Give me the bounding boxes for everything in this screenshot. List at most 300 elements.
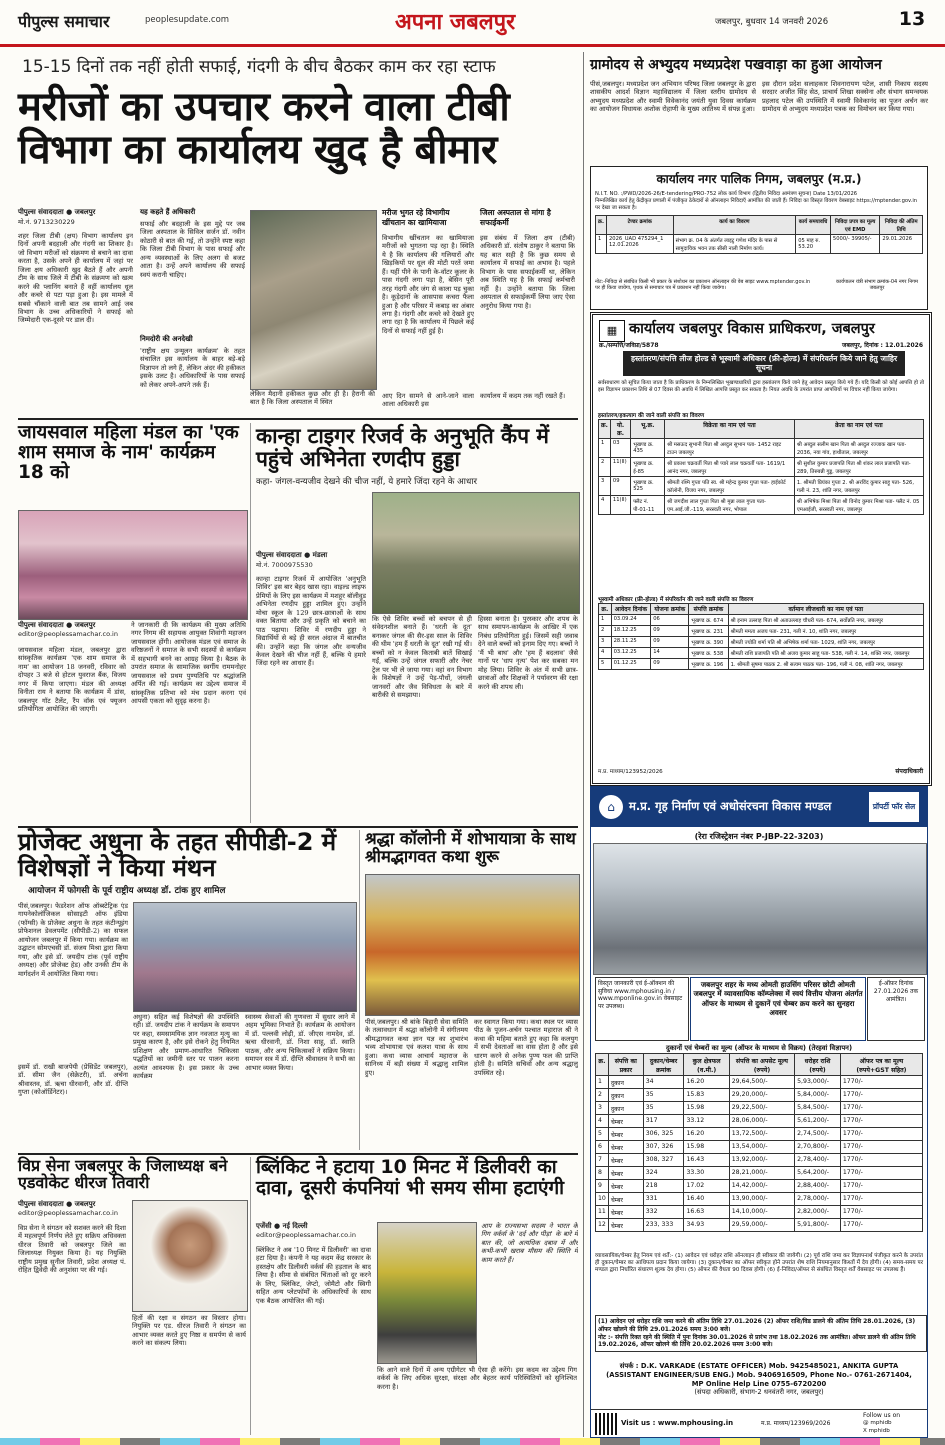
table-header-cell: आवेदन दिनांक xyxy=(611,604,651,615)
story1-col2b: 'राष्ट्रीय क्षय उन्मूलन कार्यक्रम' के तहत संचालित इस कार्यालय के बाहर बड़े-बड़े विज्ञापन तो लगे हैं, लेकिन अंदर की हकीकत इसके उलट है। अधिकारियों के पास सफाई को लेकर अपने-अपने तर्क हैं। xyxy=(140,347,245,389)
table-cell: 16.43 xyxy=(684,1154,729,1167)
table-cell: श्री जगदीश लाल गुप्ता पिता श्री मुन्ना लाल गुप्ता पता- एम.आई.जी.-119, सरस्वती नगर, भोपाल xyxy=(665,496,795,515)
table-header-cell: कार्य समयावधि xyxy=(796,216,831,235)
table-cell: 34.93 xyxy=(684,1219,729,1232)
table-cell: 4 xyxy=(599,496,611,515)
brand-logo: पीपुल्स समाचार xyxy=(18,12,110,31)
table-cell: 1770/- xyxy=(840,1154,922,1167)
ad-title: कार्यालय नगर पालिक निगम, जबलपुर (म.प्र.) xyxy=(656,172,862,186)
table-row xyxy=(596,1076,923,1089)
table-row xyxy=(596,1089,923,1102)
ad-footer-left: म.प्र. माध्यम/123952/2026 xyxy=(598,769,663,775)
table-cell: 09 xyxy=(610,477,630,496)
table-cell: 5,84,000/- xyxy=(795,1089,841,1102)
jda-table1 xyxy=(598,419,924,515)
table-cell: 35 xyxy=(643,1102,684,1115)
table-cell: 5000/- 39905/- xyxy=(830,235,879,254)
story6-byline xyxy=(18,1200,128,1217)
story8-col2: इस दौरान प्रदेश सलाहकार शिवनारायण पटेल, शासी निकाय सदस्य सरदार अजीत सिंह सेठ, प्राचार्य शिखा सक्सेना और संभाग समन्वयक प्रहलाद पटेल की उपस्थिति में स्वामी विवेकानंद का पूजन अर्चन कर ग्रामोदय से अभ्युदय मध्यप्रदेश पत्रक का विमोचन कर किया गया। xyxy=(762,80,928,114)
story7-headline: ब्लिंकिट ने हटाया 10 मिनट में डिलीवरी का दावा, दूसरी कंपनियां भी समय सीमा हटाएंगी xyxy=(256,1156,565,1199)
table-cell: 03 xyxy=(610,439,630,458)
table-cell: 306, 325 xyxy=(643,1128,684,1141)
table-cell: 1770/- xyxy=(840,1193,922,1206)
visit-link[interactable]: Visit us : www.mphousing.in xyxy=(621,1419,734,1427)
story4-col2: अधुना) सहित कई विशेषज्ञों की उपस्थिति रही। डॉ. जयदीप टांक ने कार्यक्रम के समापन पर कहा, समसामयिक ज्ञान नवजात मृत्यु का प्रमुख कारण है, और इसे रोकने हेतु नियमित प्रशिक्षण और प्रमाण-आधारित चिकित्सा पद्धतियों का जमीनी स्तर पर पालन करना अत्यंत आवश्यक है। इस प्रकार के उच्च कार्यक्रम xyxy=(133,1013,239,1081)
table-cell: 331 xyxy=(643,1193,684,1206)
ad-code: म.प्र. माध्यम/123969/2026 xyxy=(761,1420,831,1427)
table-cell: 13,54,000/- xyxy=(729,1141,794,1154)
table-cell: 1770/- xyxy=(840,1128,922,1141)
table-row xyxy=(596,1167,923,1180)
table-cell: 4 xyxy=(596,1115,609,1128)
table-cell: 09 xyxy=(651,659,689,670)
nigam-table xyxy=(595,215,923,254)
housing-center: जबलपुर शहर के मध्य ओमती हाउसिंग परिसर छोटी ओमती जबलपुर में व्यावसायिक कॉम्प्लेक्स में स्वयं वित्तीय योजना अंतर्गत ऑफर के माध्यम से दुकानें एवं चेम्बर क्रय करने का सुनहरा अवसर xyxy=(690,977,866,1041)
byline-text: पीपुल्स संवाददाता ● जबलपुर xyxy=(18,621,96,629)
table-cell: 2,74,500/- xyxy=(795,1128,841,1141)
table-cell: 3 xyxy=(596,1102,609,1115)
housing-table-title: दुकानों एवं चेम्बरों का मूल्य (ऑफर के माध्यम से विक्रय) (तेरहवां विज्ञापन) xyxy=(665,1044,853,1052)
table-cell: 4 xyxy=(599,648,612,659)
table-cell: 1770/- xyxy=(840,1180,922,1193)
table-cell: 14,42,000/- xyxy=(729,1180,794,1193)
table-cell: 28.11.25 xyxy=(611,637,651,648)
table-cell: 2 xyxy=(599,458,611,477)
table-row xyxy=(599,496,924,515)
housing-right-box: ई-ऑफ़र दिनांक 27.01.2026 तक आमंत्रित। xyxy=(867,977,925,1041)
story3-col1: कान्हा टाइगर रिजर्व में आयोजित 'अनुभूति शिविर' इस बार बेहद खास रहा। वाइल्ड लाइफ प्रेमियों के लिए इस कार्यक्रम में मशहूर बॉलीवुड अभिनेता रणदीप हुड्डा शामिल हुए। उन्होंने मोचा स्कूल के 129 छात्र-छात्राओं के साथ वक्त बिताया और उन्हें प्रकृति को बचाने का पाठ पढ़ाया। शिविर में रणदीप हुड्डा ने विद्यार्थियों से बड़े ही सरल अंदाज में बातचीत की। उन्होंने कहा कि जंगल और वन्यजीव केवल देखने की चीज नहीं हैं, बल्कि ये हमारे जिंदा रहने का आधार हैं। xyxy=(256,575,366,668)
table-cell: 15.83 xyxy=(684,1089,729,1102)
table-cell: 218 xyxy=(643,1180,684,1193)
divider xyxy=(18,418,578,420)
contact-line1: संपर्क : D.K. VARKADE (ESTATE OFFICER) Mob. 9425485021, ANKITA GUPTA xyxy=(619,1362,899,1370)
table2-title: भूस्वामी अधिकार (फ्री-होल्ड) में संपरिवर्तन की जाने वाली संपत्ति का विवरण xyxy=(598,597,754,603)
story1-sub2: निमदोरी की अनदेखी xyxy=(140,335,193,343)
divider xyxy=(18,1153,578,1155)
qr-icon xyxy=(595,1413,617,1435)
table-row xyxy=(596,1219,923,1232)
table-cell: 17.02 xyxy=(684,1180,729,1193)
table-cell: 5 xyxy=(596,1128,609,1141)
table-header-cell: दुकान/चेम्बर क्रमांक xyxy=(643,1054,684,1076)
website-link[interactable]: peoplesupdate.com xyxy=(145,15,230,25)
byline-phone: मो.नं. 9713230229 xyxy=(18,218,75,226)
table-cell: 18.12.25 xyxy=(611,626,651,637)
sale-badge: प्रॉपर्टी फॉर सेल xyxy=(869,792,919,822)
table-cell: भूखण्ड क्र. 435 xyxy=(631,439,665,458)
table-cell: भूखण्ड क्र. 674 xyxy=(689,615,728,626)
table-cell: श्री अभिषेक मिश्रा पिता श्री विनोद कुमार मिश्रा पता- फ्लैट नं. 05 एमआईजी, सरस्वती नगर, जबलपुर xyxy=(794,496,923,515)
table-header-cell: निविदा की अंतिम तिथि xyxy=(880,216,923,235)
table-row xyxy=(596,1154,923,1167)
table-cell: 13,90,000/- xyxy=(729,1193,794,1206)
table-cell: दुकान xyxy=(608,1102,643,1115)
table-cell: 5,93,000/- xyxy=(795,1076,841,1089)
table-cell: 324 xyxy=(643,1167,684,1180)
table-cell: 35 xyxy=(643,1089,684,1102)
table-cell: चेम्बर xyxy=(608,1219,643,1232)
table-cell: 9 xyxy=(596,1180,609,1193)
table-cell: चेम्बर xyxy=(608,1141,643,1154)
table-cell: चेम्बर xyxy=(608,1193,643,1206)
table-cell: 29,59,000/- xyxy=(729,1219,794,1232)
table-cell: 29,20,000/- xyxy=(729,1089,794,1102)
housing-left-box: विस्तृत जानकारी एवं ई-ऑक्शन की सुविधा www.mphousing.in / www.mponline.gov.in वेबसाइट पर उपलब्ध। xyxy=(595,977,689,1041)
table-cell: 6 xyxy=(596,1141,609,1154)
housing-logo-icon: ⌂ xyxy=(599,795,623,819)
story1-kicker: 15-15 दिनों तक नहीं होती सफाई, गंदगी के बीच बैठकर काम कर रहा स्टाफ xyxy=(22,57,496,77)
table-row xyxy=(599,439,924,458)
table-header-cell: संपत्ति का अपसेट मूल्य (रुपये) xyxy=(729,1054,794,1076)
table-cell: श्री प्रकाश चक्रवर्ती पिता श्री प्यारे लाल चक्रवर्ती पता- 1619/1 आनंद नगर, जबलपुर xyxy=(665,458,795,477)
table-cell: श्री अब्दुल सलीम खान पिता श्री अब्दुल रज्जाक खान पता- 2036, नया गांव, हाथीताल, जबलपुर xyxy=(794,439,923,458)
table-cell: 5,91,800/- xyxy=(795,1219,841,1232)
table-header-cell: क्र. xyxy=(599,420,611,439)
housing-footer xyxy=(591,1409,927,1438)
follow-label: Follow us on xyxy=(863,1412,901,1419)
ad-ref: क्र./सम्पत्ति/जविप्रा/5878 xyxy=(599,342,659,349)
ad-ref: N.I.T. NO. :/PWD/2026-26/E-tendering/PRO-752 लोक कार्य विभाग (द्वितीय निविदा आमंत्रण सूचना) Date 13/01/2026 xyxy=(595,191,858,197)
story3-photo-randeep xyxy=(372,492,580,614)
table-cell: 1 xyxy=(596,1076,609,1089)
table-row xyxy=(599,637,924,648)
table-header-cell: कार्य का विवरण xyxy=(673,216,796,235)
story3-headline: कान्हा टाइगर रिजर्व के अनुभूति कैंप में पहुंचे अभिनेता रणदीप हुड्डा xyxy=(256,424,549,471)
table-cell: दुकान xyxy=(608,1076,643,1089)
table-cell: 06 xyxy=(651,615,689,626)
story4-col3: स्वास्थ्य सेवाओं की गुणवत्ता में सुधार लाने में अहम भूमिका निभाते हैं। कार्यक्रम के आयोजन में डॉ. पल्लवी लोढ़ी, डॉ. जीएस नामदेव, डॉ. ऋचा धीरवानी, डॉ. निशा साहू, डॉ. स्वाति पाठक, और अन्य चिकित्सकों ने सक्रिय किया। समापन सत्र में डॉ. दीप्ति श्रीवास्तव ने सभी का आभार व्यक्त किया। xyxy=(245,1013,355,1072)
table-cell: चेम्बर xyxy=(608,1128,643,1141)
table-cell: 2,78,000/- xyxy=(795,1193,841,1206)
story7-col2: आप के राज्यसभा सदस्य ने भारत के गिग वर्कर्स के 'दर्द और पीड़ा' के बारे में बात की, जो अत्यधिक दबाव में और कभी-कभी खराब मौसम की स्थिति में काम करते हैं। xyxy=(481,1222,578,1264)
table-cell: श्रीमती रश्मि गुप्ता पति स्व. श्री महेन्द्र कुमार गुप्ता पता- हाईकोर्ट कॉलोनी, विजय नगर, जबलपुर xyxy=(665,477,795,496)
table-header-cell: संपत्ति का प्रकार xyxy=(608,1054,643,1076)
table-cell: 13,92,000/- xyxy=(729,1154,794,1167)
table-cell: भूखण्ड क्र. 390 xyxy=(689,637,728,648)
story1-sub1: यह कहते हैं अधिकारी xyxy=(140,208,196,216)
table-cell: 2,70,800/- xyxy=(795,1141,841,1154)
table-row xyxy=(596,235,923,254)
story4-col1: पीसं,जबलपुर। फेडरेशन ऑफ ऑब्स्टेट्रिक एंड गायनेकोलॉजिकल सोसाइटी ऑफ इंडिया (फॉग्सी) के प्रोजेक्ट अधुना के तहत कंटीन्यूइंग प्रोफेशनल डेवलपमेंट (सीपीडी-2) का सफल आयोजन जबलपुर में किया गया। कार्यक्रम का उद्घाटन सोमएचसी डॉ. संजय मिश्रा द्वारा किया गया, और इसे डॉ. जयदीप टांक (पूर्व राष्ट्रीय अध्यक्ष) और प्रोजेक्ट हेड) और उनकी टीम के मार्गदर्शन में आयोजित किया गया। xyxy=(18,902,128,978)
table-cell: भूखण्ड क्र. ई-85 xyxy=(631,458,665,477)
ad-intro: सर्वसाधारण को सूचित किया जाता है कि प्राधिकरण के निम्नलिखित भूखण्डधारियों द्वारा हस्तांतरण किये जाने हेतु आवेदन प्रस्तुत किये गये हैं। यदि किसी को कोई आपत्ति हो तो इस विज्ञापन प्रकाशन तिथि से 07 दिवस की अवधि में लिखित आपत्ति प्रस्तुत कर सकता है। नियत अवधि के उपरांत प्राप्त आपत्तियों पर विचार नहीं किया जायेगा। xyxy=(598,380,924,393)
table-cell: 1770/- xyxy=(840,1089,922,1102)
rera-number: (रेरा रजिस्ट्रेशन नंबर P-JBP-22-3203) xyxy=(694,832,824,841)
table-row xyxy=(599,626,924,637)
ad-footer-right: संपदाधिकारी xyxy=(895,768,923,775)
divider xyxy=(359,830,360,1150)
table-cell: 1770/- xyxy=(840,1115,922,1128)
housing-dates1: (1) आवेदन एवं धरोहर राशि जमा करने की अंतिम तिथि 27.01.2026 (2) ऑफर राशि/विड डालने की अंतिम तिथि 28.01.2026, (3) ऑफर खोलने की तिथि 29.01.2026 समय 3:00 बजे। xyxy=(598,1318,916,1333)
table-cell: 5,84,500/- xyxy=(795,1102,841,1115)
story2-photo-group xyxy=(18,510,248,620)
story1-sub4: जिला अस्पताल से मांगा है सफाईकर्मी xyxy=(480,208,551,227)
table-cell: 11(II) xyxy=(610,458,630,477)
table-cell: 16.40 xyxy=(684,1193,729,1206)
byline-text: एजेंसी ● नई दिल्ली xyxy=(256,1222,308,1230)
table-cell: 7 xyxy=(596,1154,609,1167)
table-row xyxy=(599,477,924,496)
table-row xyxy=(599,659,924,670)
table-cell: 15.98 xyxy=(684,1141,729,1154)
byline-email: editor@peoplessamachar.co.in xyxy=(256,1231,356,1239)
ad-intro: निम्नलिखित कार्य हेतु केंद्रीकृत प्रणाली में पंजीकृत ठेकेदारों से ऑनलाइन निविदाएँ आमंत्रित की जाती हैं। निविदा का विस्तृत विवरण वेबसाइट https://mptender.gov.in पर देखा जा सकता है। xyxy=(595,198,918,211)
table-header-cell: क्रेता का नाम एवं पता xyxy=(794,420,923,439)
masthead xyxy=(0,0,945,47)
table-cell: 03.09.24 xyxy=(611,615,651,626)
table-cell: 1 xyxy=(599,615,612,626)
table-cell: 5,64,200/- xyxy=(795,1167,841,1180)
table-header-cell: कुल क्षेत्रफल (व.मी.) xyxy=(684,1054,729,1076)
table-cell: 29.01.2026 xyxy=(880,235,923,254)
table-cell: 14,10,000/- xyxy=(729,1206,794,1219)
contact-sign: (संपदा अधिकारी, संभाग-2 धनवंतरी नगर, जबलपुर) xyxy=(694,1388,824,1397)
table-cell: 1770/- xyxy=(840,1076,922,1089)
page-number: 13 xyxy=(898,8,926,30)
section-title: अपना जबलपुर xyxy=(395,10,516,35)
table-cell: 3 xyxy=(599,637,612,648)
table-header-cell: क्र. xyxy=(596,1054,609,1076)
ad-title: म.प्र. गृह निर्माण एवं अधोसंरचना विकास मण्डल xyxy=(629,799,832,813)
table-header-cell: ऑफर पत्र का मूल्य (रुपये+GST सहित) xyxy=(840,1054,922,1076)
jda-logo-icon: ▦ xyxy=(599,320,625,342)
table-cell: 10 xyxy=(596,1193,609,1206)
table-cell: श्रीमती ममता अजय पता- 231, गली नं. 10, शांति नगर, जबलपुर xyxy=(728,626,923,637)
table1-title: हस्तांतरण/हकत्याग की जाने वाली संपत्ति का विवरण xyxy=(598,413,705,419)
housing-contact xyxy=(595,1362,923,1397)
table-cell: 28,06,000/- xyxy=(729,1115,794,1128)
social-handle-2[interactable]: X mphidb xyxy=(863,1428,890,1434)
story3-col3: हिस्सा बनाता है। पुरस्कार और शपथ के साथ समापन-कार्यक्रम के आखिर में एक निबंध प्रतियोगिता हुई। जिसमें सही जवाब देने वाले बच्चों को इनाम दिए गए। बच्चों ने 'मैं भी बाघ' और 'हम हैं बदलाव' जैसे गानों पर 'धाप नृत्य' पेश कर सबका मन मोह लिया। शिविर के अंत में सभी छात्र-छात्राओं और शिक्षकों ने पर्यावरण की रक्षा करने की शपथ ली। xyxy=(478,615,578,691)
table-header-cell: क्र. xyxy=(596,216,607,235)
story6-photo-portrait xyxy=(132,1200,248,1312)
divider xyxy=(583,52,584,1437)
table-cell: 28,21,000/- xyxy=(729,1167,794,1180)
table-cell: दुकान xyxy=(608,1089,643,1102)
story1-headline: मरीजों का उपचार करने वाला टीबी विभाग का कार्यालय खुद है बीमार xyxy=(18,84,510,174)
table-cell: 03.12.25 xyxy=(611,648,651,659)
table-header-cell: टेण्डर क्रमांक xyxy=(606,216,673,235)
story5-headline: श्रद्धा कॉलोनी में शोभायात्रा के साथ श्रीमद्भागवत कथा शुरू xyxy=(365,829,576,866)
divider xyxy=(250,1157,251,1435)
story1-sub3: मरीज भुगत रहे विभागीय खींचतान का खामियाजा xyxy=(382,208,450,227)
table-cell: 2026_UAD 475294_1 12.01.2026 xyxy=(606,235,673,254)
story8-col1: पीसं,जबलपुर। मध्यप्रदेश जन अभियान परिषद जिला जबलपुर के द्वारा शासकीय आदर्श विज्ञान महाविद्यालय में जिला स्तरीय ग्रामोदय से अभ्युदय मध्यप्रदेश और स्वामी विवेकानंद जयंती युवा दिवस कार्यक्रम का आयोजन विधायक अशोक रोहाणी के मुख्य आतिथ्य में संपन्न हुआ। xyxy=(590,80,756,114)
story7-col2b: कि आने वाले दिनों में अन्य एग्रीगेटर भी ऐसा ही करेंगे। इस कदम का उद्देश्य गिग वर्कर्स के लिए अधिक सुरक्षा, संरक्षा और बेहतर कार्य परिस्थितियों को सुनिश्चित करना है। xyxy=(377,1366,577,1391)
byline-text: पीपुल्स संवाददाता ● जबलपुर xyxy=(18,208,96,216)
table-cell: भूखण्ड क्र. 231 xyxy=(689,626,728,637)
ad-footer: नोट:-निविदा से संबंधित किसी भी प्रकार के संशोधन का प्रकाशन ऑनलाइन की वेब साइट www.mptender.gov.in पर ही किया जायेगा, पृथक से समाचार पत्र में प्रकाशन नहीं किया जायेगा। xyxy=(595,279,811,292)
table-cell: 01.12.25 xyxy=(611,659,651,670)
story1-col3: विभागीय खींचतान का खामियाजा मरीजों को भुगतना पड़ रहा है। स्थिति ये है कि कार्यालय की गलियारों और खिड़कियों पर धूल की मोटी परतें जमा हैं। यहीं पीने के पानी के-वॉटर कूलर के पास गंदगी लगा पड़ा है, बेसिन पूरी तरह गंदगी और जंग से काला पड़ चुका है। कूड़ेदानों के आसपास कचरा फैला हुआ है और परिसर में कबाड़ का अंबार लगा है। गंदगी और कचरे को देखते हुए लगा रहा है कि कार्यालय में पिछले कई दिनों से सफाई नहीं हुई है। xyxy=(382,234,474,335)
table-row xyxy=(599,615,924,626)
table-cell: 16.20 xyxy=(684,1128,729,1141)
story6-headline: विप्र सेना जबलपुर के जिलाध्यक्ष बने एडवोकेट धीरज तिवारी xyxy=(18,1156,228,1193)
table-cell: भूखण्ड क्र. 196 xyxy=(689,659,728,670)
table-cell: 33.12 xyxy=(684,1115,729,1128)
table-cell: 11 xyxy=(596,1206,609,1219)
story2-headline: जायसवाल महिला मंडल का 'एक शाम समाज के नाम' कार्यक्रम 18 को xyxy=(18,422,239,483)
table-row xyxy=(596,1128,923,1141)
contact-line2: (ASSISTANT ENGINEER/SUB ENG.) Mob. 9406916509, Phone No.- 0761-2671404, xyxy=(606,1370,912,1379)
table-cell: 1770/- xyxy=(840,1206,922,1219)
table-header-cell: भू.क्र. xyxy=(631,420,665,439)
table-cell: 11(II) xyxy=(610,496,630,515)
story5-col1: पीसं,जबलपुर। श्री बांके बिहारी सेवा समिति के तत्वावधान में श्रद्धा कॉलोनी में संगीतमय श्रीमद्भागवत कथा ज्ञान यज्ञ का शुभारंभ भव्य शोभायात्रा एवं कलश यात्रा के साथ हुआ। कथा व्यास आचार्य महाराज के सानिध्य में बड़ी संख्या में श्रद्धालु शामिल हुए। xyxy=(365,1018,468,1077)
table-cell: 13,72,500/- xyxy=(729,1128,794,1141)
byline-text: पीपुल्स संवाददाता ● मंडला xyxy=(256,551,328,559)
contact-line3: MP Online Help Line 0755-6720200 xyxy=(691,1379,827,1388)
story1-col1: शहर जिला टीबी (क्षय) विभाग कार्यालय इन दिनों अपनी बदहाली और गंदगी का शिकार है। जो विभाग मरीजों को संक्रमण से बचाने का दावा करता है, उसके अपने ही कार्यालय में जहां पर जिला क्षय अधिकारी खुद बैठते हैं और अपनी टीम के साथ जिले में टीबी के संक्रमण को खत्म करने की प्लानिंग बनाते हैं वहीं कार्यालय धूल और कचरे से पटा पड़ा हुआ है। इस मामले में सबसे चौंकाने वाली बात तब सामने आई जब विभाग के उच्च अधिकारियों ने सफाई को जिम्मेदारी एक-दूसरे पर डाल दी। xyxy=(18,232,133,325)
table-cell: 3 xyxy=(599,477,611,496)
table-cell: 5,61,200/- xyxy=(795,1115,841,1128)
issue-date: जबलपुर, बुधवार 14 जनवरी 2026 xyxy=(715,17,829,27)
table-cell: 15.98 xyxy=(684,1102,729,1115)
table-cell: 1 xyxy=(596,235,607,254)
table-cell: 233, 333 xyxy=(643,1219,684,1232)
story4-headline: प्रोजेक्ट अधुना के तहत सीपीडी-2 में विशेषज्ञों ने किया मंथन xyxy=(18,828,337,882)
table-header-cell: संपत्ति क्रमांक xyxy=(689,604,728,615)
ad-title: कार्यालय जबलपुर विकास प्राधिकरण, जबलपुर xyxy=(629,321,875,337)
registration-strip xyxy=(0,1438,945,1445)
housing-dates2: नोट :- संपत्ति रिक्त रहने की स्थिति में पुनः दिनांक 30.01.2026 से प्रारंभ तथा 18.02.2026 तक आमंत्रित। ऑफर डालने की अंतिम तिथि 19.02.2026, ऑफर खोलने की तिथि 20.02.2026 समय 3:00 बजे। xyxy=(598,1333,916,1349)
housing-dates xyxy=(595,1315,927,1352)
story6-col1: विप्र सेना ने संगठन को सशक्त करने की दिशा में महत्वपूर्ण निर्णय लेते हुए सक्रिय अधिवक्ता धीरज तिवारी को जबलपुर जिले का जिलाध्यक्ष नियुक्त किया है। यह नियुक्ति राष्ट्रीय प्रमुख सुनील तिवारी, प्रदेश अध्यक्ष पं. रोहित द्विवेदी की अनुशंसा पर की गई। xyxy=(18,1224,126,1275)
ad-jda xyxy=(590,312,932,786)
table-cell: 2,78,400/- xyxy=(795,1154,841,1167)
story1-col4b: कार्यालय में कदम तक नहीं रखते हैं। xyxy=(480,392,566,400)
table-cell: श्री इनाम उल्लाह पिता श्री अताउल्लाह चौधरी पता- 674, सर्वोन्नति नगर, जबलपुर xyxy=(728,615,923,626)
ad-nagar-nigam xyxy=(590,166,928,310)
table-cell: 33.30 xyxy=(684,1167,729,1180)
table-row xyxy=(596,1115,923,1128)
table-cell: श्री मसऊद सुभानी पिता श्री अब्दुल सुभान पता- 1452 राइट टाउन जबलपुर xyxy=(665,439,795,458)
story8-headline: ग्रामोदय से अभ्युदय मध्यप्रदेश पखवाड़ा का हुआ आयोजन xyxy=(590,57,882,73)
byline-email: editor@peoplessamachar.co.in xyxy=(18,1209,118,1217)
table-cell: 1770/- xyxy=(840,1167,922,1180)
byline-text: पीपुल्स संवाददाता ● जबलपुर xyxy=(18,1200,96,1208)
table-cell: श्रीमती ज्योति शर्मा पति श्री अभिषेक शर्मा पता- 1029, शांति नगर, जबलपुर xyxy=(728,637,923,648)
story1-col3b: आए दिन सामने से आने-जाने वाला आला अधिकारी इस xyxy=(382,392,474,409)
table-cell: 14 xyxy=(651,648,689,659)
jda-banner: हस्तांतरण/संपत्ति लीज होल्ड से भूस्वामी अधिकार (फ्री-होल्ड) में संपरिवर्तन किये जाने हेतु जाहिर सूचना xyxy=(623,351,905,376)
table-cell: 34 xyxy=(643,1076,684,1089)
story1-photo-basin xyxy=(250,210,377,390)
table-header-cell: योजना क्रमांक xyxy=(651,604,689,615)
ad-date: जबलपुर, दिनांक : 12.01.2026 xyxy=(842,342,923,349)
table-cell: 1. श्रीमती प्रियंका गुप्ता 2. श्री अरविंद कुमार साहू पता- 526, गली नं. 23, शांति नगर, जबलपुर xyxy=(794,477,923,496)
table-row xyxy=(599,458,924,477)
table-row xyxy=(596,1206,923,1219)
story5-col2: कर स्वागत किया गया। कथा स्थल पर व्यास पीठ के पूजन-अर्चन पश्चात महाराज श्री ने कथा की महिमा बताते हुए कहा कि कलयुग में सभी देवताओं का वास होता है और इसे धारण करने से अनेक पुण्य फल की प्राप्ति होती है। समिति सचिवों और अन्य श्रद्धालु उपस्थित रहे। xyxy=(474,1018,578,1077)
table-cell: 2,88,400/- xyxy=(795,1180,841,1193)
story3-col2: कि ऐसे शिविर बच्चों को बचपन से ही संवेदनशील बनाते हैं। 'धरती के दूत' बनाकर जंगल की सैर-इस साल के शिविर की थीम 'हम हैं धरती के दूत' रखी गई थी। बच्चों को न केवल किताबी बातें सिखाई गईं, बल्कि उन्हें जंगल सफारी और नेचर ट्रेल पर भी ले जाया गया। वहां वन विभाग के विशेषज्ञों ने उन्हें पेड़-पौधों, जंगली जानवरों और जैव विविधता के बारे में बारीकी से समझाया। xyxy=(372,615,472,699)
ad-housing xyxy=(590,786,928,1438)
table-row xyxy=(596,1180,923,1193)
table-row xyxy=(596,1102,923,1115)
story3-byline xyxy=(256,551,366,569)
table-cell: 1770/- xyxy=(840,1102,922,1115)
jda-table2 xyxy=(598,603,924,670)
table-cell: 29,64,500/- xyxy=(729,1076,794,1089)
table-cell: 1770/- xyxy=(840,1219,922,1232)
story4-deck: आयोजन में फोगसी के पूर्व राष्ट्रीय अध्यक्ष डॉ. टांक हुए शामिल xyxy=(28,886,226,896)
table-cell: 29,22,500/- xyxy=(729,1102,794,1115)
social-handle-1[interactable]: @ mphidb xyxy=(863,1420,892,1426)
table-row xyxy=(596,1193,923,1206)
story1-col4: इस संबंध में जिला क्षय (टीबी) अधिकारी डॉ. संतोष ठाकुर ने बताया कि यह बात सही है कि कुछ समय से कार्यालय में सफाई का अभाव है। पहले विभाग के पास सफाईकर्मी था, लेकिन अब स्थिति यह है कि सफाई कर्मचारी नहीं है। उन्होंने बताया कि जिला अस्पताल से सफाईकर्मी लिया जाए ऐसा अनुरोध किया गया है। xyxy=(480,234,575,310)
housing-table xyxy=(595,1053,923,1232)
story7-photo-rider xyxy=(377,1222,477,1364)
housing-terms: व्यावसायिक/चेम्बर हेतु नियम एवं शर्तें:- (1) आवेदन एवं धरोहर राशि ऑनलाइन ही स्वीकार की जायेगी। (2) पूर्व राशि जमा कर विज्ञापनार्थ पंजीकृत करने के उपरांत ही दुकान/चेम्बर का आधिपत्य प्रदान किया जायेगा। (3) दुकान/चेम्बर का ऑफर स्वीकृत होने उपरांत शेष राशि नियमानुसार किश्तों में देय होगी। (4) समय-समय पर मण्डल द्वारा निर्धारित संधारण शुल्क देय होगा। (5) ऑफर की वैधता 90 दिवस होगी। (6) ई-निविदा/ऑफर से संबंधित विस्तृत शर्तें वेबसाइट पर उपलब्ध हैं। xyxy=(595,1253,923,1273)
table-cell: 16.63 xyxy=(684,1206,729,1219)
table-header-cell: धरोहर राशि (रुपये) xyxy=(795,1054,841,1076)
table-row xyxy=(599,648,924,659)
table-cell: 308, 327 xyxy=(643,1154,684,1167)
story4-photo-doctors xyxy=(133,902,357,1012)
table-cell: 1. श्रीमती सुषमा पाठक 2. श्री सत्यम पाठक पता- 196, गली नं. 08, शांति नगर, जबलपुर xyxy=(728,659,923,670)
table-cell: फ्लैट नं. पी-01-11 xyxy=(631,496,665,515)
table-header-cell: विक्रेता का नाम एवं पता xyxy=(665,420,795,439)
story2-col2: ने जानकारी दी कि कार्यक्रम की मुख्य अतिथि नगर निगम की सहायक आयुक्त शिवांगी महाजन जायसवाल होंगी। आयोजक मंडल एवं समाज के वरिष्ठजनों ने समाज के सभी सदस्यों से कार्यक्रम में सहभागी बनने का आग्रह किया है। बैठक के उपरांत समाज के सामाजिक स्वर्गीय राममनोहर जायसवाल को प्रथम पुण्यतिथि पर श्रद्धांजलि अर्पित की गई। कार्यक्रम का उद्देश्य समाज में सांस्कृतिक प्रतिभा को मंच प्रदान करना एवं आपसी एकता को सुदृढ़ करना है। xyxy=(131,621,246,705)
story3-deck: कहा- जंगल-वन्यजीव देखने की चीज नहीं, ये हमारे जिंदा रहने के आधार xyxy=(256,477,477,487)
story1-photo-caption: लेकिन मैदानी हकीकत कुछ और ही है। हैरानी की बात है कि जिला अस्पताल में स्थित xyxy=(250,390,375,407)
table-header-cell: क्र. xyxy=(599,604,612,615)
table-cell: संभाग क्र. 04 के अंतर्गत लाइटु गणेश मंदिर के पास से सामुदायिक भवन तक सीसी नाली निर्माण कार्य। xyxy=(673,235,796,254)
table-cell: 332 xyxy=(643,1206,684,1219)
story1-byline xyxy=(18,208,133,226)
table-cell: श्रीमती राशि प्रजापति पति श्री अजय कुमार साहू पता- 538, गली नं. 14, शक्ति नगर, जबलपुर xyxy=(728,648,923,659)
table-cell: 05 माह रु. 53.20 xyxy=(796,235,831,254)
table-header-cell: वर्तमान लीजधारी का नाम एवं पता xyxy=(728,604,923,615)
table-cell: चेम्बर xyxy=(608,1180,643,1193)
table-cell: 307, 326 xyxy=(643,1141,684,1154)
table-cell: 5 xyxy=(599,659,612,670)
story4-col1b: इसमें डॉ. राखी बाजपेयी (प्रेसिडेंट जबलपुर), डॉ. सीमा जैन (सेक्रेटरी), डॉ. अर्चना श्रीवास्तव, डॉ. ऋचा धीरवानी, और डॉ. दीप्ति गुप्ता (कोऑर्डिनेटर)। xyxy=(18,1063,128,1097)
ad-sign: कार्यपालन यंत्री संभाग क्रमांक-04 नगर निगम जबलपुर xyxy=(836,279,918,291)
story7-col1: ब्लिंकिट ने अब '10 मिनट में डिलीवरी' का दावा हटा दिया है। कंपनी ने यह कदम केंद्र सरकार के हस्तक्षेप और डिलीवरी वर्कर्स की हड़ताल के बाद लिया है। सीमा से संबंधित चिंताओं को दूर करने के लिए, ब्लिंकिट, जेप्टो, जोमैटो और स्विगी सहित अन्य प्लेटफॉर्मों के अधिकारियों के साथ एक बैठक आयोजित की गई। xyxy=(256,1246,371,1305)
table-cell: 1770/- xyxy=(840,1141,922,1154)
table-header-cell: निविदा प्रपत्र का मूल्य एवं EMD xyxy=(830,216,879,235)
table-cell: 16.20 xyxy=(684,1076,729,1089)
divider xyxy=(250,423,251,823)
building-render xyxy=(593,843,927,975)
table-cell: 2,82,000/- xyxy=(795,1206,841,1219)
table-row xyxy=(596,1141,923,1154)
table-cell: 12 xyxy=(596,1219,609,1232)
story6-col2: हितों की रक्षा व संगठन का विस्तार होगा। नियुक्ति पर एड. धीरज तिवारी ने संगठन का आभार व्यक्त करते हुए निष्ठा व समर्पण से कार्य करने का संकल्प लिया। xyxy=(132,1314,246,1348)
story1-col2: सफाई और बदहाली के इस मुद्दे पर जब जिला अस्पताल के सिविल सर्जन डॉ. नवीन कोठारी से बात की गई, तो उन्होंने स्पष्ट कहा कि जिला टीबी विभाग के पास सफाई और अन्य व्यवस्थाओं के लिए अलग से बजट आता है। उन्हें अपने कार्यालय की सफाई स्वयं करानी चाहिए। xyxy=(140,220,245,279)
table-cell: 317 xyxy=(643,1115,684,1128)
table-cell: 2 xyxy=(596,1089,609,1102)
table-cell: 1 xyxy=(599,439,611,458)
table-cell: चेम्बर xyxy=(608,1167,643,1180)
story2-col1: जायसवाल महिला मंडल, जबलपुर द्वारा सांस्कृतिक कार्यक्रम 'एक शाम समाज के नाम' का आयोजन 18 जनवरी, रविवार को दोपहर 3 बजे से होटल युवराज बैंक, विजय नगर में किया जाएगा। मंडल की अध्यक्ष विनीता राय ने बताया कि कार्यक्रम में डांस, जबलपुर गॉट टैलेंट, रैंप वॉक एवं फ्यूजन प्रतियोगिता आयोजित की जाएगी। xyxy=(18,646,126,714)
table-cell: 2 xyxy=(599,626,612,637)
table-cell: भूखण्ड क्र. 525 xyxy=(631,477,665,496)
table-header-cell: यो. क्र. xyxy=(610,420,630,439)
table-cell: 09 xyxy=(651,626,689,637)
table-cell: भूखण्ड क्र. 538 xyxy=(689,648,728,659)
table-cell: चेम्बर xyxy=(608,1206,643,1219)
table-cell: 09 xyxy=(651,637,689,648)
byline-phone: मो.नं. 7000975530 xyxy=(256,561,313,569)
byline-email: editor@peoplessamachar.co.in xyxy=(18,630,118,638)
table-cell: चेम्बर xyxy=(608,1115,643,1128)
story5-photo-procession xyxy=(365,874,580,1016)
table-cell: श्री सुशील कुमार प्रजापति पिता श्री शंकर लाल प्रजापति पता- 289, तिरुबन्नी गुड्ड, जबलपुर xyxy=(794,458,923,477)
story7-byline xyxy=(256,1222,371,1239)
